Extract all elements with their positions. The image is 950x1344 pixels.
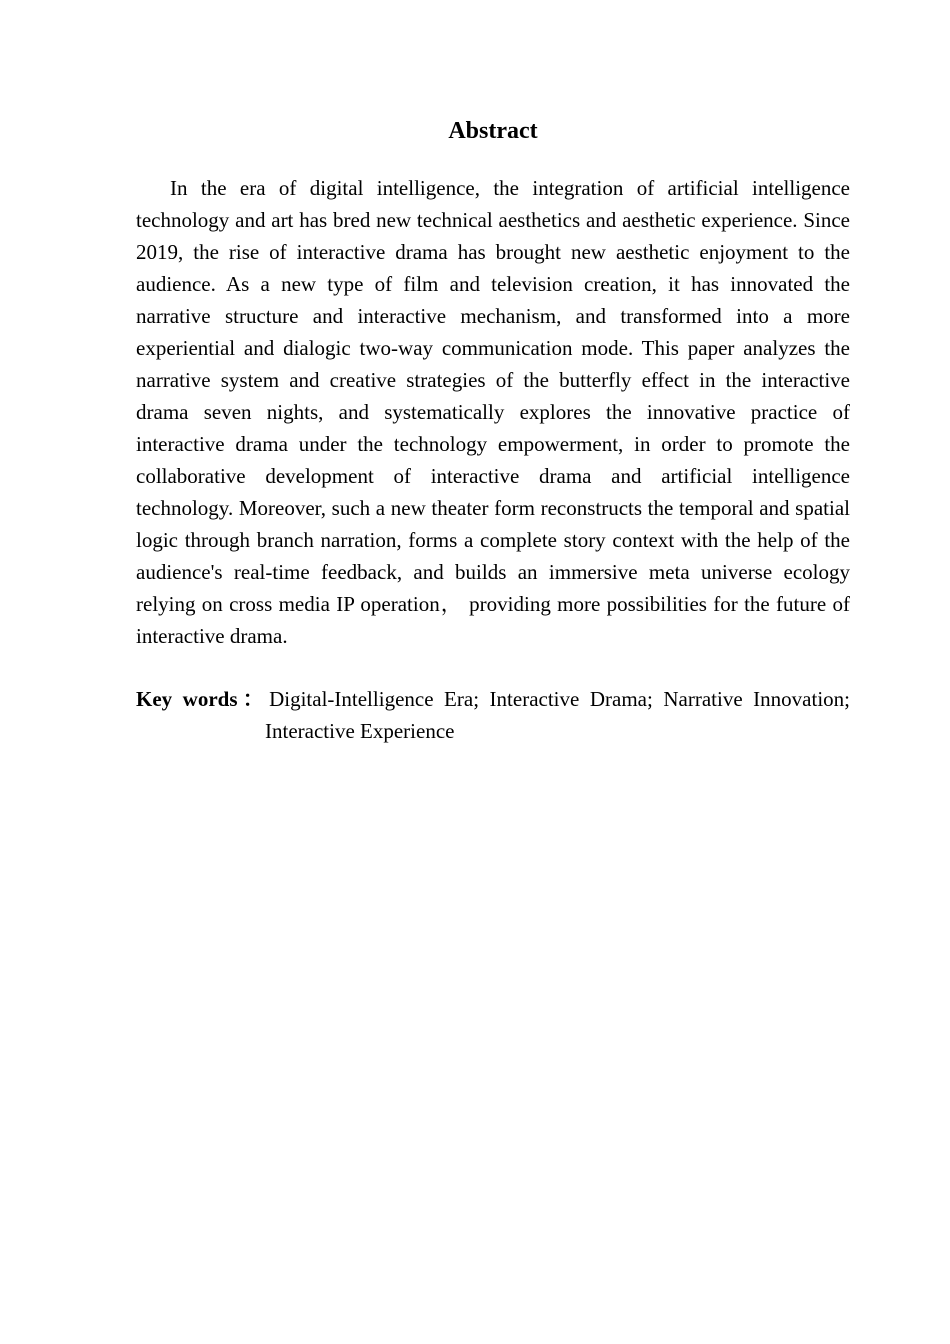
keywords-continuation: Interactive Experience	[265, 719, 455, 743]
keywords-list: Digital-Intelligence Era; Interactive Drama; Narrative Innovation;	[269, 687, 850, 711]
keywords-section	[136, 683, 850, 747]
keywords-label: Key words：	[136, 687, 270, 711]
keywords-line-1	[136, 683, 850, 715]
abstract-title: Abstract	[448, 118, 538, 144]
abstract-body: In the era of digital intelligence, the integration of artificial intelligence technology and art has bred new technical aesthetics and aesthetic experience. Since 2019, the rise of interactive drama has brought new aesthetic enjoyment to the audience. As a new type of film and television creation, it has innovated the narrative structure and interactive mechanism, and transformed into a more experiential and dialogic two-way communication mode. This paper analyzes the narrative system and creative strategies of the butterfly effect in the interactive drama seven nights, and systematically explores the innovative practice of interactive drama under the technology empowerment, in order to promote the collaborative development of interactive drama and artificial intelligence technology. Moreover, such a new theater form reconstructs the temporal and spatial logic through branch narration, forms a complete story context with the help of the audience's real-time feedback, and builds an immersive meta universe ecology relying on cross media IP operation， providing more possibilities for the future of interactive drama.	[136, 176, 850, 648]
